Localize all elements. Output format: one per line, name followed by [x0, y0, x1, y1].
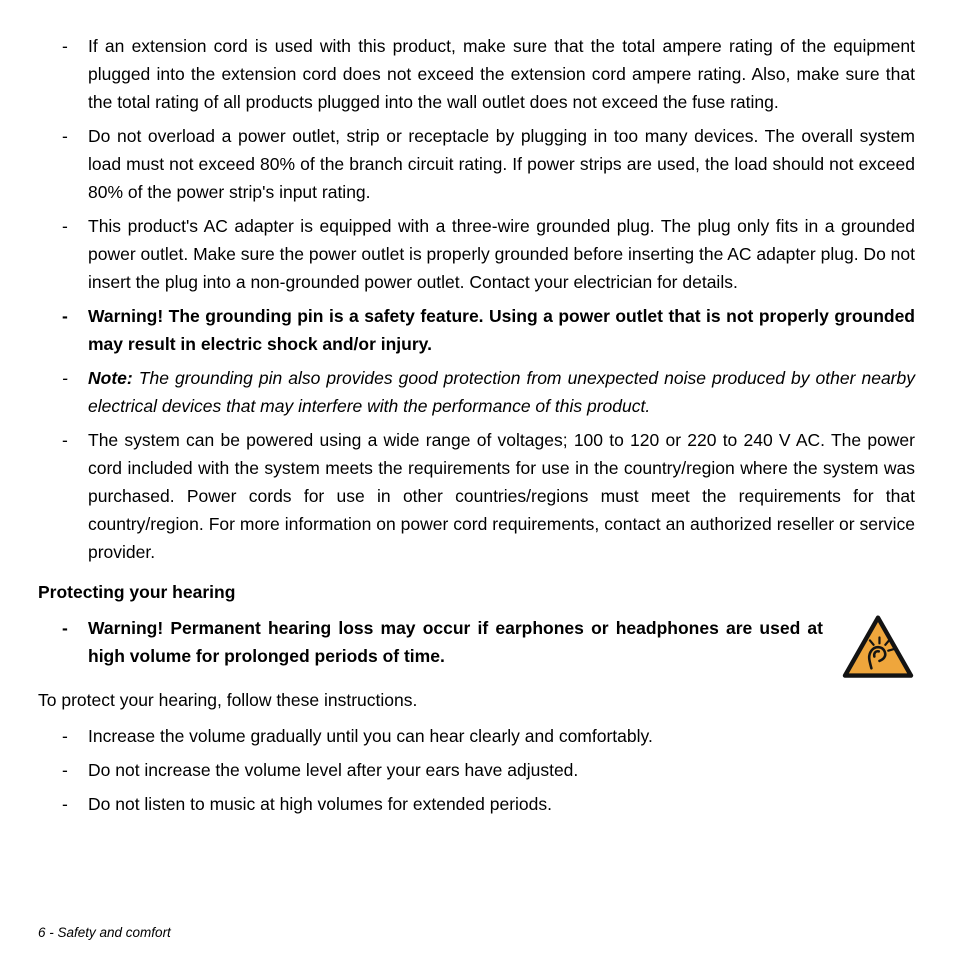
- list-item-text: Do not increase the volume level after your ears have adjusted.: [88, 760, 579, 780]
- list-item: [62, 122, 915, 206]
- bullet-dash: -: [62, 794, 68, 814]
- bullet-dash: -: [62, 726, 68, 746]
- page-footer: 6 - Safety and comfort: [38, 925, 171, 940]
- hearing-warning-list: [62, 614, 915, 680]
- bullet-dash: -: [62, 618, 68, 638]
- grounding-warning-text: Warning! The grounding pin is a safety feature. Using a power outlet that is not properly grounded may result in electric shock and/or injury.: [88, 306, 915, 354]
- list-item: [62, 426, 915, 566]
- list-item: [62, 756, 915, 784]
- list-item: [62, 212, 915, 296]
- hearing-warning-text: Warning! Permanent hearing loss may occur if earphones or headphones are used at high volume for prolonged periods of time.: [88, 618, 823, 666]
- list-item-warning: [62, 302, 915, 358]
- bullet-dash: -: [62, 216, 68, 236]
- list-item: [62, 32, 915, 116]
- bullet-dash: -: [62, 430, 68, 450]
- note-label: Note:: [88, 368, 133, 388]
- list-item-text: Increase the volume gradually until you can hear clearly and comfortably.: [88, 726, 653, 746]
- list-item: [62, 722, 915, 750]
- list-item: [62, 790, 915, 818]
- bullet-dash: -: [62, 760, 68, 780]
- hearing-intro: To protect your hearing, follow these instructions.: [38, 690, 418, 710]
- safety-bullet-list: [62, 32, 915, 566]
- bullet-dash: -: [62, 36, 68, 56]
- list-item-text: Do not listen to music at high volumes for extended periods.: [88, 794, 552, 814]
- list-item-note: [62, 364, 915, 420]
- bullet-dash: -: [62, 368, 68, 388]
- list-item-warning: [62, 614, 915, 680]
- hearing-bullet-list: [62, 722, 915, 818]
- note-text: [88, 364, 915, 420]
- list-item-text: Do not overload a power outlet, strip or receptacle by plugging in too many devices. The overall system load must not exceed 80% of the branch circuit rating. If power strips are used, the load should not exceed 80% of the power strip's input rating.: [88, 126, 915, 202]
- section-heading: Protecting your hearing: [38, 582, 236, 602]
- list-item-text: The system can be powered using a wide range of voltages; 100 to 120 or 220 to 240 V AC. The power cord included with the system meets the requirements for use in the country/region where the system was purchased. Power cords for use in other countries/regions must meet the requirements for that country/region. For more information on power cord requirements, contact an authorized reseller or service provider.: [88, 430, 915, 562]
- hearing-damage-warning-icon: [841, 614, 915, 680]
- list-item-text: If an extension cord is used with this product, make sure that the total ampere rating of the equipment plugged into the extension cord does not exceed the extension cord ampere rating. Also, make sure that the total rating of all products plugged into the wall outlet does not exceed the fuse rating.: [88, 36, 915, 112]
- bullet-dash: -: [62, 126, 68, 146]
- bullet-dash: -: [62, 306, 68, 326]
- note-body: The grounding pin also provides good protection from unexpected noise produced by other nearby electrical devices that may interfere with the performance of this product.: [88, 368, 915, 416]
- list-item-text: This product's AC adapter is equipped with a three-wire grounded plug. The plug only fits in a grounded power outlet. Make sure the power outlet is properly grounded before inserting the AC adapter plug. Do not insert the plug into a non-grounded power outlet. Contact your electrician for details.: [88, 216, 915, 292]
